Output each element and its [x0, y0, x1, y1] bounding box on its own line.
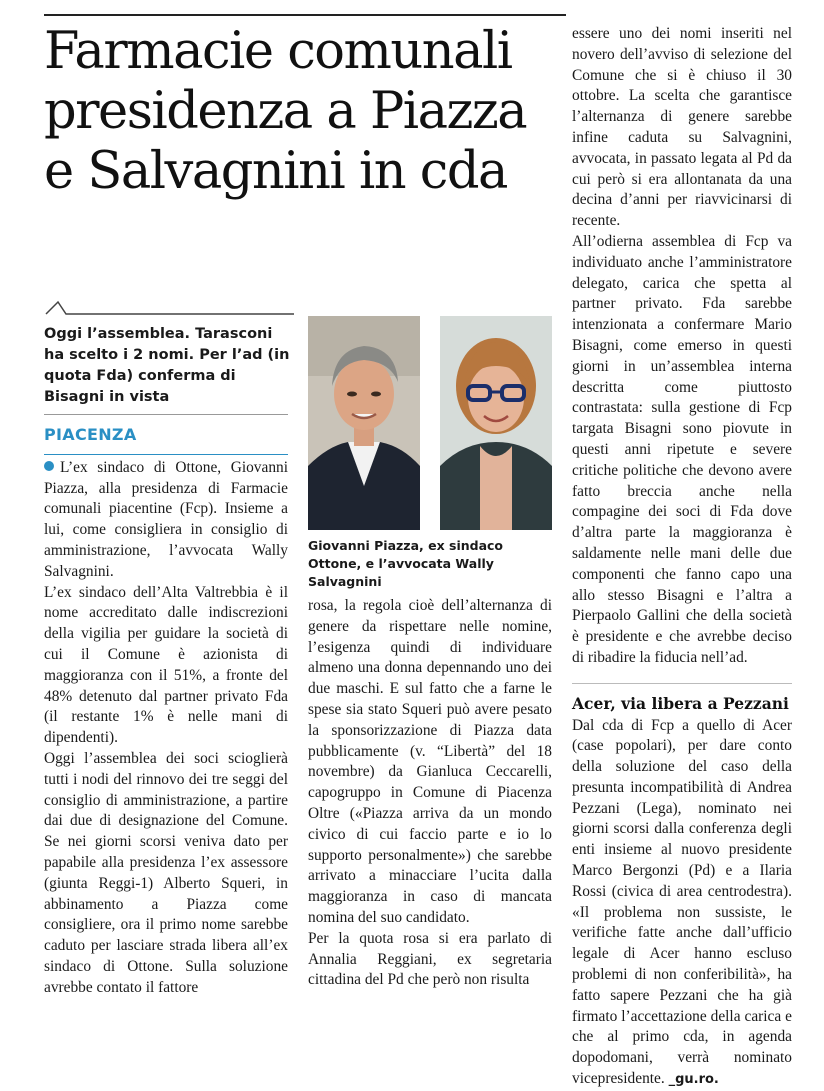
section-subheading: Acer, via libera a Pezzani — [572, 693, 789, 713]
top-rule — [44, 14, 566, 16]
paragraph-8: Dal cda di Fcp a quello di Acer (case popolari), per dare conto della soluzione del caso della presunta incompatibilità di Andrea Pezzani (Lega), nominato nei giorni scorsi dalla conferenza degli enti insieme al nuovo presidente Marco Bergonzi (Pd) e a Ilaria Rossi (civica di area centrodestra). «Il problema non sussiste, le verifiche fatte anche dall’ufficio legale di Acer hanno escluso problemi di non conferibilità», ha fatto sapere Pezzani che ha già firmato l’accettazione della carica e che al primo cda, in agenda dopodomani, verrà nominato vicepresidente. _gu.ro. — [572, 716, 792, 1088]
article-column-2 — [308, 596, 552, 991]
photo-wally-salvagnini — [440, 316, 552, 530]
author-signature: _gu.ro. — [668, 1072, 719, 1088]
headline-line-2: presidenza a Piazza — [44, 82, 527, 141]
bullet-icon — [44, 461, 54, 471]
headline-line-3: e Salvagnini in cda — [44, 142, 507, 201]
paragraph-6: essere uno dei nomi inseriti nel novero dell’avviso di selezione del Comune che si è chiuso il 30 ottobre. La scelta che garantisce l’alternanza di genere sarebbe infine caduta su Salvagnini, avvocata, in passato legata al Pd da cui però si era allontanata da una decina d’anni per riavvicinarsi di recente. — [572, 25, 792, 230]
paragraph-2: L’ex sindaco dell’Alta Valtrebbia è il nome accreditato dalle indiscrezioni della vigilia per guidare la società di cui il Comune è azionista di maggioranza con il 51%, a fronte del 48% detenuto dal partner privato Fda (il restante 1% è nelle mani di dipendenti). — [44, 583, 288, 747]
article-column-1 — [44, 425, 288, 999]
graph-line-icon — [44, 296, 294, 318]
paragraph-1: L’ex sindaco di Ottone, Giovanni Piazza, alla presidenza di Farmacie comunali piacentine (Fcp). Insieme a lui, come consigliera in consiglio di amministrazione, l’avvocata Wally Salvagnini. — [44, 458, 288, 580]
subtitle: Oggi l’assemblea. Tarasconi ha scelto i 2 nomi. Per l’ad (in quota Fda) conferma di Bisagni in vista — [44, 326, 290, 405]
paragraph-3: Oggi l’assemblea dei soci scioglierà tutti i nodi del rinnovo dei tre seggi del consiglio di amministrazione, a partire dai due di designazione del Comune. Se nei giorni scorsi veniva dato per papabile alla presidenza l’ex assessore (giunta Reggi-1) Alberto Squeri, in abbinamento a Piazza come consigliere, ora il primo nome sarebbe caduto per lasciare strada libera all’ex sindaco di Ottone. Sulla soluzione avrebbe contato il fattore — [44, 749, 288, 996]
headline — [44, 22, 564, 202]
photo-caption: Giovanni Piazza, ex sindaco Ottone, e l’avvocata Wally Salvagnini — [308, 538, 504, 589]
paragraph-7: All’odierna assemblea di Fcp va individuato anche l’amministratore delegato, carica che spetta al partner privato. Fda sarebbe intenzionata a confermare Mario Bisagni, come emerso in questi giorni in un’assemblea interna descritta come piuttosto contrastata: sulla gestione di Fcp targata Bisagni sono piovute in questi anni ripetute e severe critiche politiche che devono avere fatto breccia anche nella compagine dei soci di Fda dove d’altra parte la maggioranza è saldamente nelle mani delle due componenti che fanno capo una allo stesso Bisagni e l’altra a Pierpaolo Gallini che della società è presidente e che avrebbe deciso di ribadire la fiducia nell’ad. — [572, 232, 792, 666]
headline-line-1: Farmacie comunali — [44, 22, 512, 81]
photo-giovanni-piazza — [308, 316, 420, 530]
paragraph-5: Per la quota rosa si era parlato di Annalia Reggiani, ex segretaria cittadina del Pd che però non risulta — [308, 929, 552, 989]
section-divider — [572, 669, 792, 684]
kicker-label: PIACENZA — [44, 425, 137, 444]
paragraph-4: rosa, la regola cioè dell’alternanza di genere da rispettare nelle nomine, l’esigenza quindi di individuare almeno una donna depennando uno dei due maschi. E sul fatto che a farne le spese sia stato Squeri può avere pesato la sponsorizzazione di Piazza data pubblicamente (v. “Libertà” del 18 novembre) da Gianluca Ceccarelli, capogruppo in Comune di Piacenza Oltre («Piazza arriva da un mondo civico di cui faccio parte e io lo supporto personalmente») che sarebbe arrivato a minacciare l’ucita dalla maggioranza in caso di mancata nomina del suo candidato. — [308, 597, 552, 926]
subtitle-divider — [44, 414, 288, 415]
kicker-divider — [44, 454, 288, 455]
article-column-3 — [572, 24, 792, 1091]
